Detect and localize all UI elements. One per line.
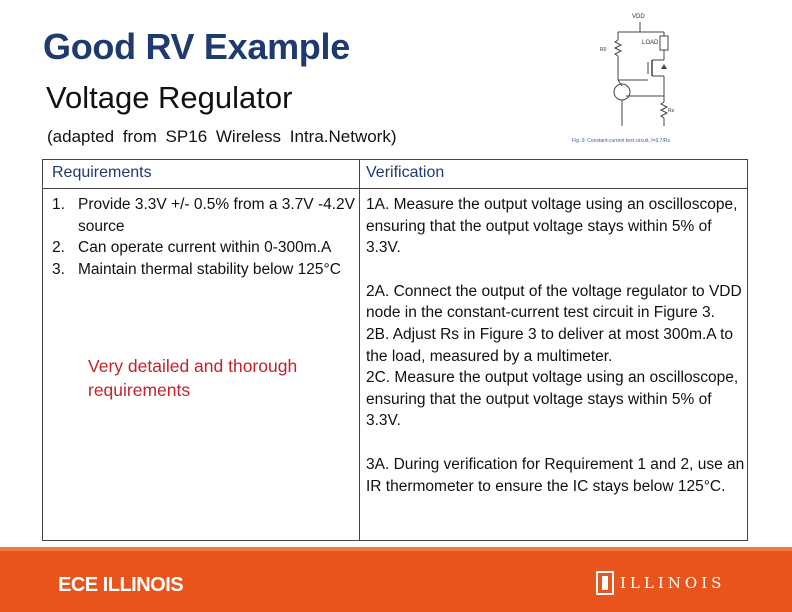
requirement-number: 3. [52, 260, 65, 278]
requirement-item [52, 259, 357, 281]
verification-2b: 2B. Adjust Rs in Figure 3 to deliver at most 300m.A to the load, measured by a multimeter. [366, 325, 734, 365]
requirement-number: 2. [52, 239, 65, 256]
block-i-icon [596, 571, 614, 595]
slide-subtitle: Voltage Regulator [46, 80, 293, 115]
verification-list [366, 194, 746, 497]
r0-label: R0 [600, 47, 607, 53]
verification-2c: 2C. Measure the output voltage using an oscilloscope, ensuring that the output voltage stays within 5% of 3.3V. [366, 369, 739, 430]
footer-bar [0, 547, 792, 612]
rs-label: Rs [668, 108, 675, 114]
requirement-number: 1. [52, 196, 65, 213]
verification-1a: 1A. Measure the output voltage using an oscilloscope, ensuring that the output voltage stays within 5% of 3.3V. [366, 196, 738, 257]
verification-3a: 3A. During verification for Requirement 1 and 2, use an IR thermometer to ensure the IC stays below 125°C. [366, 455, 745, 495]
requirements-list [52, 194, 357, 280]
adapted-note: (adapted from SP16 Wireless Intra.Network) [47, 127, 397, 146]
illinois-logo [596, 571, 725, 595]
verification-header: Verification [366, 164, 445, 181]
column-divider [359, 160, 360, 540]
figure-caption: Fig. 3: Constant-current test circuit, I=3.7/Rs [572, 138, 670, 144]
red-annotation: Very detailed and thorough requirements [88, 356, 298, 400]
header-divider [43, 188, 747, 189]
circuit-diagram [560, 8, 710, 158]
requirement-item [52, 237, 357, 259]
requirements-header: Requirements [52, 164, 152, 181]
requirement-text: Can operate current within 0-300m.A [78, 239, 332, 256]
illinois-wordmark: ILLINOIS [620, 574, 726, 592]
vdd-label: VDD [632, 14, 645, 20]
requirement-text: Maintain thermal stability below 125°C [78, 260, 341, 278]
requirement-text: Provide 3.3V +/- 0.5% from a 3.7V -4.2V source [78, 196, 355, 235]
ece-illinois-logo: ECE ILLINOIS [58, 574, 184, 596]
slide-title: Good RV Example [43, 26, 350, 67]
load-label: LOAD [642, 40, 659, 46]
rv-table [42, 159, 748, 541]
footer-stripe [0, 547, 792, 551]
requirement-item [52, 194, 357, 237]
verification-2a: 2A. Connect the output of the voltage regulator to VDD node in the constant-current test circuit in Figure 3. [366, 282, 742, 322]
